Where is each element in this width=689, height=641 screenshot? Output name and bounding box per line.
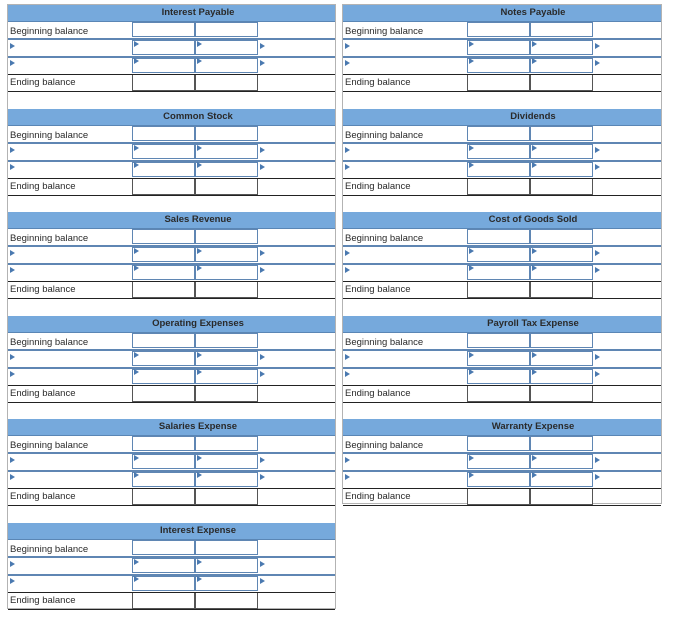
beginning-balance-credit-input[interactable] [530,22,593,37]
entry-debit-input[interactable] [132,58,195,73]
beginning-balance-credit-input[interactable] [530,126,593,141]
entry-debit-input[interactable] [132,369,195,384]
ending-balance-credit-input[interactable] [195,489,258,505]
ending-balance-label: Ending balance [345,284,411,295]
dropdown-arrow-icon[interactable] [197,162,202,168]
beginning-balance-label: Beginning balance [10,544,89,555]
bottom-rule [343,402,661,403]
dropdown-arrow-icon[interactable] [595,60,600,66]
bottom-rule [8,298,335,299]
dropdown-arrow-icon[interactable] [10,164,15,170]
entry-debit-input[interactable] [467,351,530,366]
dropdown-arrow-icon[interactable] [197,248,202,254]
entry-credit-input[interactable] [530,247,593,262]
entry-credit-input[interactable] [195,454,258,469]
ending-balance-credit-input[interactable] [530,179,593,195]
entry-account-select[interactable] [8,472,132,487]
beginning-balance-debit-input[interactable] [467,436,530,451]
ending-balance-credit-input[interactable] [195,282,258,298]
entry-debit-input[interactable] [132,472,195,487]
dropdown-arrow-icon[interactable] [595,267,600,273]
entry-credit-input[interactable] [530,472,593,487]
beginning-balance-debit-input[interactable] [132,126,195,141]
dropdown-arrow-icon[interactable] [260,43,265,49]
dropdown-arrow-icon[interactable] [197,145,202,151]
t-account [8,212,335,298]
dropdown-arrow-icon[interactable] [10,561,15,567]
entry-account-select[interactable] [258,58,335,73]
entry-credit-input[interactable] [195,369,258,384]
entry-account-select[interactable] [343,162,467,177]
ending-balance-credit-input[interactable] [195,386,258,402]
entry-debit-input[interactable] [132,576,195,591]
entry-debit-input[interactable] [132,454,195,469]
beginning-balance-credit-input[interactable] [530,229,593,244]
dropdown-arrow-icon[interactable] [345,164,350,170]
entry-debit-input[interactable] [467,144,530,159]
dropdown-arrow-icon[interactable] [10,60,15,66]
entry-account-select[interactable] [8,369,132,384]
entry-account-select[interactable] [8,265,132,280]
dropdown-arrow-icon[interactable] [260,164,265,170]
dropdown-arrow-icon[interactable] [595,43,600,49]
ending-balance-debit-input[interactable] [132,179,195,195]
beginning-balance-credit-input[interactable] [195,22,258,37]
ending-balance-credit-input[interactable] [195,75,258,91]
dropdown-arrow-icon[interactable] [469,265,474,271]
dropdown-arrow-icon[interactable] [532,41,537,47]
dropdown-arrow-icon[interactable] [345,43,350,49]
ending-balance-debit-input[interactable] [467,489,530,505]
entry-account-select[interactable] [593,162,661,177]
dropdown-arrow-icon[interactable] [134,455,139,461]
ending-balance-label: Ending balance [345,388,411,399]
entry-account-select[interactable] [343,454,467,469]
account-title: Salaries Expense [158,421,238,432]
beginning-balance-label: Beginning balance [10,440,89,451]
beginning-balance-debit-input[interactable] [132,229,195,244]
left-ledger-panel [7,4,336,609]
dropdown-arrow-icon[interactable] [469,472,474,478]
dropdown-arrow-icon[interactable] [532,352,537,358]
entry-account-select[interactable] [258,558,335,573]
t-account [8,5,335,91]
entry-credit-input[interactable] [195,576,258,591]
beginning-balance-debit-input[interactable] [132,333,195,348]
bottom-rule [8,195,335,196]
beginning-balance-credit-input[interactable] [195,436,258,451]
dropdown-arrow-icon[interactable] [595,164,600,170]
dropdown-arrow-icon[interactable] [345,474,350,480]
dropdown-arrow-icon[interactable] [532,265,537,271]
entry-account-select[interactable] [258,247,335,262]
dropdown-arrow-icon[interactable] [345,147,350,153]
entry-account-select[interactable] [8,454,132,469]
ending-balance-credit-input[interactable] [530,386,593,402]
dropdown-arrow-icon[interactable] [595,371,600,377]
entry-account-select[interactable] [593,351,661,366]
entry-credit-input[interactable] [195,58,258,73]
beginning-balance-credit-input[interactable] [530,333,593,348]
t-account [8,316,335,402]
dropdown-arrow-icon[interactable] [345,457,350,463]
bottom-rule [343,505,661,506]
t-account [343,5,661,91]
dropdown-arrow-icon[interactable] [134,58,139,64]
entry-credit-input[interactable] [530,162,593,177]
dropdown-arrow-icon[interactable] [345,250,350,256]
entry-account-select[interactable] [258,144,335,159]
dropdown-arrow-icon[interactable] [134,369,139,375]
beginning-balance-label: Beginning balance [345,26,424,37]
dropdown-arrow-icon[interactable] [532,58,537,64]
ending-balance-label: Ending balance [10,595,76,606]
entry-account-select[interactable] [343,144,467,159]
t-account [343,212,661,298]
beginning-balance-credit-input[interactable] [195,229,258,244]
entry-debit-input[interactable] [467,40,530,55]
dropdown-arrow-icon[interactable] [469,41,474,47]
t-account [8,523,335,609]
dropdown-arrow-icon[interactable] [134,265,139,271]
entry-account-select[interactable] [8,351,132,366]
entry-credit-input[interactable] [195,247,258,262]
dropdown-arrow-icon[interactable] [469,248,474,254]
beginning-balance-label: Beginning balance [345,440,424,451]
dropdown-arrow-icon[interactable] [260,147,265,153]
entry-credit-input[interactable] [195,162,258,177]
beginning-balance-debit-input[interactable] [467,333,530,348]
dropdown-arrow-icon[interactable] [10,43,15,49]
ending-balance-credit-input[interactable] [530,489,593,505]
entry-debit-input[interactable] [132,40,195,55]
dropdown-arrow-icon[interactable] [469,352,474,358]
ending-balance-debit-input[interactable] [467,386,530,402]
ending-balance-label: Ending balance [10,491,76,502]
entry-debit-input[interactable] [467,58,530,73]
entry-account-select[interactable] [8,40,132,55]
entry-account-select[interactable] [593,369,661,384]
entry-credit-input[interactable] [195,144,258,159]
entry-debit-input[interactable] [132,247,195,262]
dropdown-arrow-icon[interactable] [345,354,350,360]
entry-account-select[interactable] [258,351,335,366]
beginning-balance-debit-input[interactable] [467,126,530,141]
dropdown-arrow-icon[interactable] [595,147,600,153]
ending-balance-label: Ending balance [10,181,76,192]
entry-account-select[interactable] [258,369,335,384]
account-title: Operating Expenses [152,318,244,329]
entry-debit-input[interactable] [132,558,195,573]
entry-credit-input[interactable] [530,265,593,280]
dropdown-arrow-icon[interactable] [197,455,202,461]
beginning-balance-label: Beginning balance [10,337,89,348]
dropdown-arrow-icon[interactable] [532,248,537,254]
dropdown-arrow-icon[interactable] [345,371,350,377]
dropdown-arrow-icon[interactable] [345,60,350,66]
dropdown-arrow-icon[interactable] [469,369,474,375]
bottom-rule [8,91,335,92]
bottom-rule [8,505,335,506]
ending-balance-label: Ending balance [10,388,76,399]
entry-credit-input[interactable] [530,40,593,55]
ending-balance-debit-input[interactable] [467,75,530,91]
account-title: Dividends [510,111,556,122]
account-title: Payroll Tax Expense [487,318,579,329]
entry-debit-input[interactable] [467,265,530,280]
ending-balance-debit-input[interactable] [467,179,530,195]
t-account [8,419,335,505]
entry-account-select[interactable] [343,247,467,262]
dropdown-arrow-icon[interactable] [134,576,139,582]
dropdown-arrow-icon[interactable] [10,578,15,584]
entry-account-select[interactable] [593,265,661,280]
entry-account-select[interactable] [8,144,132,159]
entry-debit-input[interactable] [467,454,530,469]
ending-balance-credit-input[interactable] [195,179,258,195]
entry-account-select[interactable] [8,58,132,73]
dropdown-arrow-icon[interactable] [10,371,15,377]
dropdown-arrow-icon[interactable] [197,265,202,271]
beginning-balance-label: Beginning balance [345,130,424,141]
entry-account-select[interactable] [593,58,661,73]
entry-debit-input[interactable] [132,351,195,366]
dropdown-arrow-icon[interactable] [10,457,15,463]
ending-balance-credit-input[interactable] [530,282,593,298]
dropdown-arrow-icon[interactable] [134,145,139,151]
entry-credit-input[interactable] [195,351,258,366]
entry-credit-input[interactable] [530,144,593,159]
dropdown-arrow-icon[interactable] [197,576,202,582]
bottom-rule [343,195,661,196]
account-title: Notes Payable [500,7,566,18]
entry-account-select[interactable] [593,40,661,55]
beginning-balance-debit-input[interactable] [467,229,530,244]
t-account [8,109,335,195]
ending-balance-label: Ending balance [345,491,411,502]
entry-credit-input[interactable] [530,454,593,469]
dropdown-arrow-icon[interactable] [10,267,15,273]
t-account [343,419,661,505]
dropdown-arrow-icon[interactable] [532,145,537,151]
beginning-balance-credit-input[interactable] [195,333,258,348]
dropdown-arrow-icon[interactable] [197,58,202,64]
entry-account-select[interactable] [8,558,132,573]
dropdown-arrow-icon[interactable] [469,58,474,64]
entry-debit-input[interactable] [132,162,195,177]
entry-debit-input[interactable] [467,247,530,262]
dropdown-arrow-icon[interactable] [532,162,537,168]
entry-credit-input[interactable] [195,558,258,573]
entry-credit-input[interactable] [530,351,593,366]
entry-account-select[interactable] [8,576,132,591]
beginning-balance-label: Beginning balance [10,130,89,141]
dropdown-arrow-icon[interactable] [260,250,265,256]
dropdown-arrow-icon[interactable] [532,472,537,478]
entry-credit-input[interactable] [195,472,258,487]
beginning-balance-label: Beginning balance [10,233,89,244]
ending-balance-credit-input[interactable] [530,75,593,91]
entry-account-select[interactable] [343,472,467,487]
entry-debit-input[interactable] [132,144,195,159]
ending-balance-debit-input[interactable] [132,75,195,91]
dropdown-arrow-icon[interactable] [134,162,139,168]
dropdown-arrow-icon[interactable] [595,250,600,256]
dropdown-arrow-icon[interactable] [260,578,265,584]
entry-account-select[interactable] [258,576,335,591]
beginning-balance-label: Beginning balance [345,233,424,244]
dropdown-arrow-icon[interactable] [10,474,15,480]
dropdown-arrow-icon[interactable] [260,60,265,66]
entry-debit-input[interactable] [467,472,530,487]
ending-balance-debit-input[interactable] [132,282,195,298]
beginning-balance-label: Beginning balance [345,337,424,348]
entry-account-select[interactable] [593,247,661,262]
t-account [343,109,661,195]
ending-balance-debit-input[interactable] [467,282,530,298]
dropdown-arrow-icon[interactable] [260,354,265,360]
dropdown-arrow-icon[interactable] [134,559,139,565]
dropdown-arrow-icon[interactable] [469,162,474,168]
beginning-balance-debit-input[interactable] [132,436,195,451]
ending-balance-label: Ending balance [345,181,411,192]
entry-account-select[interactable] [8,162,132,177]
entry-account-select[interactable] [593,454,661,469]
dropdown-arrow-icon[interactable] [469,455,474,461]
dropdown-arrow-icon[interactable] [134,472,139,478]
dropdown-arrow-icon[interactable] [197,559,202,565]
dropdown-arrow-icon[interactable] [197,41,202,47]
dropdown-arrow-icon[interactable] [532,455,537,461]
dropdown-arrow-icon[interactable] [134,41,139,47]
dropdown-arrow-icon[interactable] [10,354,15,360]
entry-credit-input[interactable] [195,265,258,280]
dropdown-arrow-icon[interactable] [260,267,265,273]
beginning-balance-credit-input[interactable] [530,436,593,451]
ending-balance-debit-input[interactable] [132,386,195,402]
beginning-balance-label: Beginning balance [10,26,89,37]
bottom-rule [343,91,661,92]
dropdown-arrow-icon[interactable] [134,352,139,358]
ending-balance-debit-input[interactable] [132,489,195,505]
beginning-balance-debit-input[interactable] [467,22,530,37]
dropdown-arrow-icon[interactable] [134,248,139,254]
entry-account-select[interactable] [343,40,467,55]
dropdown-arrow-icon[interactable] [595,474,600,480]
beginning-balance-credit-input[interactable] [195,540,258,555]
account-title: Sales Revenue [164,214,232,225]
ending-balance-label: Ending balance [10,284,76,295]
account-title: Interest Expense [159,525,237,536]
entry-debit-input[interactable] [467,162,530,177]
dropdown-arrow-icon[interactable] [260,457,265,463]
beginning-balance-debit-input[interactable] [132,540,195,555]
dropdown-arrow-icon[interactable] [469,145,474,151]
entry-account-select[interactable] [343,58,467,73]
entry-account-select[interactable] [258,40,335,55]
ending-balance-debit-input[interactable] [132,593,195,609]
ending-balance-label: Ending balance [10,77,76,88]
entry-account-select[interactable] [593,472,661,487]
entry-account-select[interactable] [593,144,661,159]
dropdown-arrow-icon[interactable] [595,354,600,360]
entry-account-select[interactable] [258,162,335,177]
bottom-rule [343,298,661,299]
dropdown-arrow-icon[interactable] [197,472,202,478]
entry-credit-input[interactable] [195,40,258,55]
bottom-rule [8,609,335,610]
beginning-balance-credit-input[interactable] [195,126,258,141]
account-title: Interest Payable [161,7,235,18]
account-title: Cost of Goods Sold [488,214,578,225]
dropdown-arrow-icon[interactable] [595,457,600,463]
ending-balance-credit-input[interactable] [195,593,258,609]
entry-account-select[interactable] [343,369,467,384]
entry-account-select[interactable] [343,351,467,366]
t-account [343,316,661,402]
beginning-balance-debit-input[interactable] [132,22,195,37]
entry-debit-input[interactable] [132,265,195,280]
dropdown-arrow-icon[interactable] [197,369,202,375]
entry-account-select[interactable] [258,265,335,280]
entry-account-select[interactable] [8,247,132,262]
account-title: Warranty Expense [491,421,575,432]
account-title: Common Stock [163,111,233,122]
dropdown-arrow-icon[interactable] [260,371,265,377]
dropdown-arrow-icon[interactable] [345,267,350,273]
entry-account-select[interactable] [258,454,335,469]
ending-balance-label: Ending balance [345,77,411,88]
dropdown-arrow-icon[interactable] [197,352,202,358]
dropdown-arrow-icon[interactable] [10,250,15,256]
bottom-rule [8,402,335,403]
dropdown-arrow-icon[interactable] [260,474,265,480]
dropdown-arrow-icon[interactable] [260,561,265,567]
dropdown-arrow-icon[interactable] [532,369,537,375]
entry-account-select[interactable] [343,265,467,280]
entry-account-select[interactable] [258,472,335,487]
entry-debit-input[interactable] [467,369,530,384]
dropdown-arrow-icon[interactable] [10,147,15,153]
entry-credit-input[interactable] [530,369,593,384]
entry-credit-input[interactable] [530,58,593,73]
